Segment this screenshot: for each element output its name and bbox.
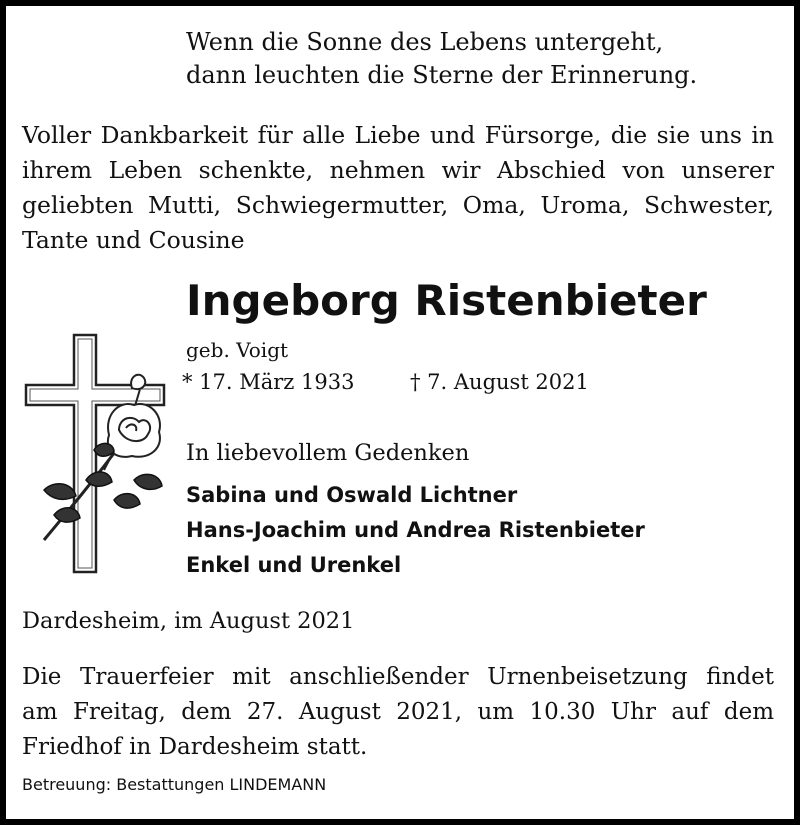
death-date: † 7. August 2021 — [410, 370, 589, 394]
undertaker-note: Betreuung: Bestattungen LINDEMANN — [22, 775, 327, 794]
ceremony-line-1: Die Trauerfeier mit anschließender Urnenbeisetzung findet — [22, 664, 774, 690]
mourner-line: Enkel und Urenkel — [186, 553, 402, 577]
intro-text: Voller Dankbarkeit für alle Liebe und Fürsorge, die sie uns in ihrem Leben schenkte, nehmen wir Abschied von unserer geliebten Mutti, Schwiegermutter, Oma, Uroma, Schwester, Tante und Cousine — [22, 121, 774, 254]
cross-with-rose-icon — [14, 330, 174, 580]
deceased-name: Ingeborg Ristenbieter — [186, 276, 707, 325]
place-date: Dardesheim, im August 2021 — [22, 608, 355, 634]
ceremony-line-3: Friedhof in Dardesheim statt. — [22, 734, 368, 760]
maiden-name: geb. Voigt — [186, 338, 289, 362]
motto-line-1: Wenn die Sonne des Lebens untergeht, — [186, 28, 664, 56]
birth-date: * 17. März 1933 — [182, 370, 355, 394]
mourner-line: Sabina und Oswald Lichtner — [186, 483, 518, 507]
memory-heading: In liebevollem Gedenken — [186, 440, 470, 466]
motto-line-2: dann leuchten die Sterne der Erinnerung. — [186, 61, 698, 89]
motto — [186, 26, 697, 92]
ceremony-text — [22, 660, 774, 765]
mourner-line: Hans-Joachim und Andrea Ristenbieter — [186, 518, 645, 542]
ceremony-line-2: am Freitag, dem 27. August 2021, um 10.30 Uhr auf dem — [22, 699, 774, 725]
mourners-list — [186, 478, 645, 583]
